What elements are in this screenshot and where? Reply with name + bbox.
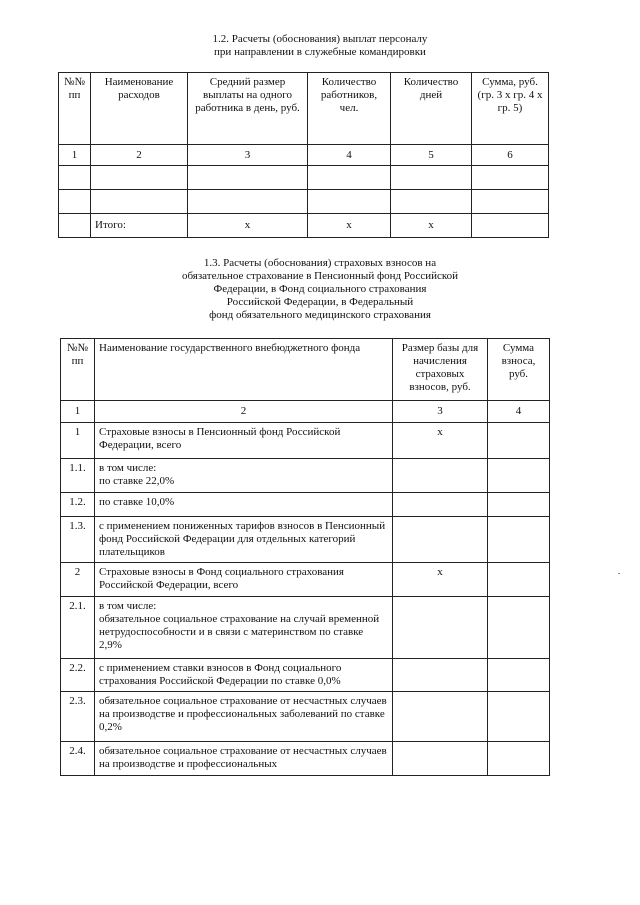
table-cell	[308, 190, 391, 214]
table-row	[61, 742, 550, 776]
section1-title-line: 1.2. Расчеты (обоснования) выплат персоналу	[212, 33, 428, 45]
table-header-row	[59, 73, 549, 145]
contribution-sum	[488, 742, 550, 776]
na-mark: х	[308, 214, 391, 238]
column-number: 4	[308, 145, 391, 166]
column-number: 3	[188, 145, 308, 166]
base-amount	[393, 692, 488, 742]
table-cell	[472, 190, 549, 214]
table-row	[61, 692, 550, 742]
fund-name: в том числе: обязательное социальное страхование на случай временной нетрудоспособности и в связи с материнством по ставке 2,9%	[95, 597, 393, 659]
base-amount	[393, 517, 488, 563]
header-cell: Количество дней	[391, 73, 472, 145]
row-number: 1	[61, 423, 95, 459]
header-cell: №№ пп	[61, 339, 95, 401]
column-number: 4	[488, 401, 550, 423]
base-amount: х	[393, 423, 488, 459]
table-cell	[91, 190, 188, 214]
column-number: 2	[91, 145, 188, 166]
row-number: 1.2.	[61, 493, 95, 517]
row-number: 1.1.	[61, 459, 95, 493]
row-number: 2.2.	[61, 659, 95, 692]
table-cell	[472, 166, 549, 190]
base-amount	[393, 742, 488, 776]
header-cell: Наименование государственного внебюджетного фонда	[95, 339, 393, 401]
table-cell	[391, 190, 472, 214]
section2-title-line: 1.3. Расчеты (обоснования) страховых взносов на	[203, 257, 437, 269]
contribution-sum	[488, 423, 550, 459]
insurance-rows	[61, 423, 550, 776]
table-cell	[472, 214, 549, 238]
fund-name: по ставке 10,0%	[95, 493, 393, 517]
contribution-sum	[488, 459, 550, 493]
column-number: 2	[95, 401, 393, 423]
table-cell	[59, 214, 91, 238]
contribution-sum	[488, 692, 550, 742]
total-label: Итого:	[91, 214, 188, 238]
fund-name: обязательное социальное страхование от несчастных случаев на производстве и профессиональных заболеваний по ставке 0,2%	[95, 692, 393, 742]
table-row	[59, 190, 549, 214]
column-number: 1	[59, 145, 91, 166]
section2-title-line: Российской Федерации, в Федеральный	[226, 296, 414, 308]
column-number: 1	[61, 401, 95, 423]
table-cell	[91, 166, 188, 190]
table-cell	[308, 166, 391, 190]
row-number: 1.3.	[61, 517, 95, 563]
fund-name: в том числе: по ставке 22,0%	[95, 459, 393, 493]
section2-title	[0, 257, 640, 322]
contribution-sum	[488, 493, 550, 517]
table-row	[61, 563, 550, 597]
header-cell: Наименование расходов	[91, 73, 188, 145]
base-amount	[393, 493, 488, 517]
header-cell: №№ пп	[59, 73, 91, 145]
header-cell: Сумма взноса, руб.	[488, 339, 550, 401]
fund-name: с применением ставки взносов в Фонд социального страхования Российской Федерации по ставке 0,0%	[95, 659, 393, 692]
row-number: 2.1.	[61, 597, 95, 659]
na-mark: х	[188, 214, 308, 238]
base-amount: х	[393, 563, 488, 597]
table-row	[59, 166, 549, 190]
header-cell: Средний размер выплаты на одного работника в день, руб.	[188, 73, 308, 145]
contribution-sum	[488, 563, 550, 597]
contribution-sum	[488, 659, 550, 692]
section2-title-line: Федерации, в Фонд социального страхования	[213, 283, 427, 295]
total-row	[59, 214, 549, 238]
section2-title-line: обязательное страхование в Пенсионный фонд Российской	[181, 270, 459, 282]
fund-name: Страховые взносы в Пенсионный фонд Российской Федерации, всего	[95, 423, 393, 459]
header-cell: Количество работников, чел.	[308, 73, 391, 145]
header-cell: Размер базы для начисления страховых взносов, руб.	[393, 339, 488, 401]
table-row	[61, 423, 550, 459]
column-number-row	[61, 401, 550, 423]
table-cell	[391, 166, 472, 190]
table-row	[61, 493, 550, 517]
base-amount	[393, 597, 488, 659]
na-mark: х	[391, 214, 472, 238]
table-row	[61, 517, 550, 563]
base-amount	[393, 659, 488, 692]
table-row	[61, 597, 550, 659]
insurance-contributions-table	[60, 338, 550, 776]
base-amount	[393, 459, 488, 493]
row-number: 2.3.	[61, 692, 95, 742]
section1-title	[0, 33, 640, 59]
section2-title-line: фонд обязательного медицинского страхования	[209, 309, 431, 321]
table-cell	[59, 166, 91, 190]
table-header-row	[61, 339, 550, 401]
row-number: 2.4.	[61, 742, 95, 776]
table-row	[61, 459, 550, 493]
scan-speck	[618, 573, 620, 574]
table-cell	[59, 190, 91, 214]
table-cell	[188, 166, 308, 190]
row-number: 2	[61, 563, 95, 597]
section1-title-line: при направлении в служебные командировки	[214, 46, 426, 58]
column-number: 6	[472, 145, 549, 166]
column-number: 3	[393, 401, 488, 423]
header-cell: Сумма, руб. (гр. 3 х гр. 4 х гр. 5)	[472, 73, 549, 145]
column-number: 5	[391, 145, 472, 166]
travel-expenses-table	[58, 72, 549, 238]
fund-name: с применением пониженных тарифов взносов в Пенсионный фонд Российской Федерации для отдельных категорий плательщиков	[95, 517, 393, 563]
contribution-sum	[488, 597, 550, 659]
table-cell	[188, 190, 308, 214]
table-row	[61, 659, 550, 692]
fund-name: Страховые взносы в Фонд социального страхования Российской Федерации, всего	[95, 563, 393, 597]
fund-name: обязательное социальное страхование от несчастных случаев на производстве и профессиональных	[95, 742, 393, 776]
contribution-sum	[488, 517, 550, 563]
column-number-row	[59, 145, 549, 166]
